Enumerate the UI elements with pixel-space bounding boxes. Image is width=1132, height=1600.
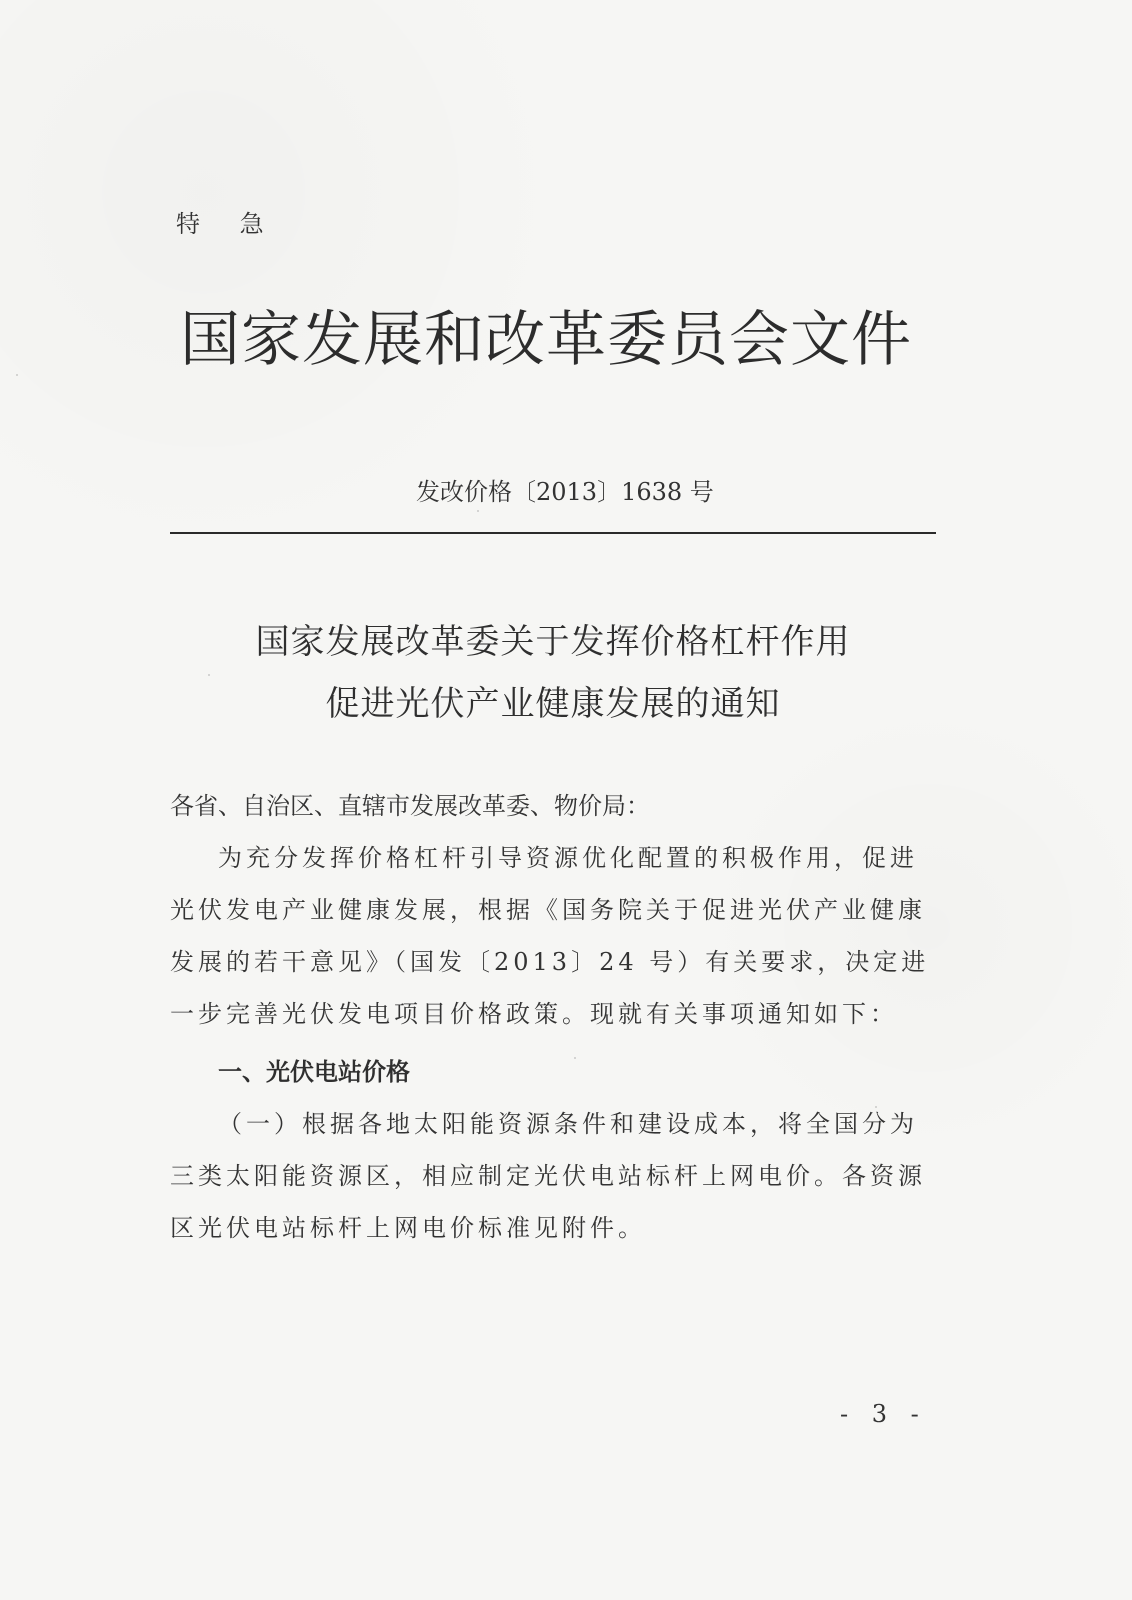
paragraph-intro bbox=[170, 832, 936, 1040]
scan-speck bbox=[574, 1057, 576, 1059]
page-number: - 3 - bbox=[840, 1400, 927, 1428]
scan-speck bbox=[16, 374, 18, 376]
urgency-mark: 特 急 bbox=[176, 210, 280, 238]
header-divider-line bbox=[170, 532, 936, 534]
document-number: 发改价格〔2013〕1638 号 bbox=[416, 478, 714, 506]
paragraph-section-1 bbox=[170, 1098, 936, 1254]
issuing-authority-masthead: 国家发展和改革委员会文件 bbox=[180, 305, 912, 375]
salutation: 各省、自治区、直辖市发展改革委、物价局： bbox=[170, 792, 650, 820]
section-heading-1: 一、光伏电站价格 bbox=[218, 1058, 410, 1086]
document-title-line-1: 国家发展改革委关于发挥价格杠杆作用 bbox=[255, 622, 851, 662]
scan-speck bbox=[875, 1106, 877, 1108]
scan-speck bbox=[477, 510, 479, 512]
document-title-line-2: 促进光伏产业健康发展的通知 bbox=[325, 684, 781, 724]
paragraph-intro-text: 为充分发挥价格杠杆引导资源优化配置的积极作用，促进光伏发电产业健康发展，根据《国务院关于促进光伏产业健康发展的若干意见》（国发〔2013〕24 号）有关要求，决定进一步完善光伏发电项目价格政策。现就有关事项通知如下： bbox=[170, 844, 930, 1028]
paragraph-section-1-text: （一）根据各地太阳能资源条件和建设成本，将全国分为三类太阳能资源区，相应制定光伏电站标杆上网电价。各资源区光伏电站标杆上网电价标准见附件。 bbox=[170, 1110, 926, 1242]
scan-speck bbox=[208, 674, 210, 676]
